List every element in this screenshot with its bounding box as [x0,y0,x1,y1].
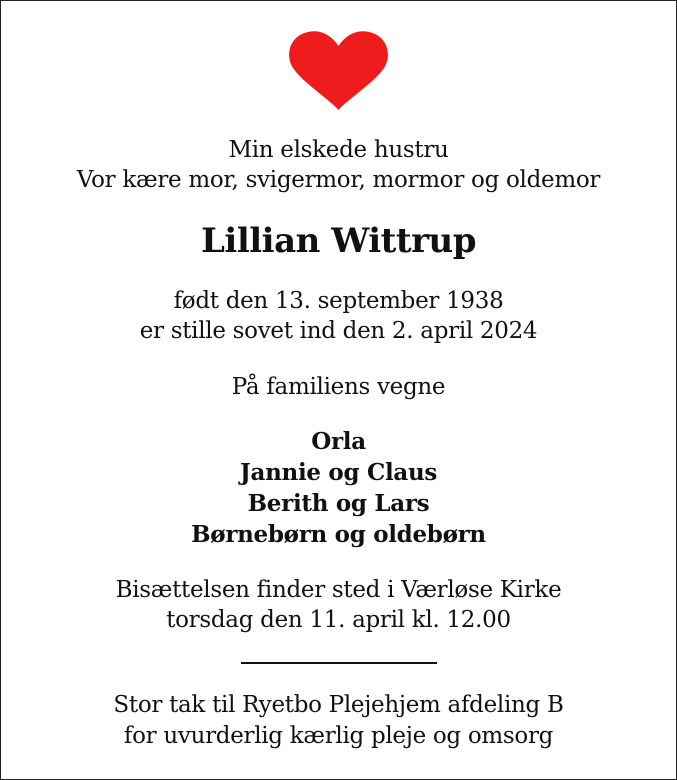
thanks-line-2: for uvurderlig kærlig pleje og omsorg [123,723,554,749]
born-date: født den 13. september 1938 [173,288,504,314]
divider-rule [241,662,437,664]
death-date: er stille sovet ind den 2. april 2024 [139,318,538,344]
family-member: Orla [311,428,366,455]
intro-line-2: Vor kære mor, svigermor, mormor og oldemor [76,167,601,193]
heart-shape [289,31,388,110]
on-behalf-text: På familiens vegne [231,374,446,400]
funeral-location: Bisættelsen finder sted i Værløse Kirke [115,577,562,603]
funeral-time: torsdag den 11. april kl. 12.00 [166,607,511,633]
family-member: Jannie og Claus [239,459,438,486]
family-member: Børnebørn og oldebørn [191,521,486,548]
intro-line-1: Min elskede hustru [228,137,449,163]
deceased-name: Lillian Wittrup [201,221,476,261]
thanks-line-1: Stor tak til Ryetbo Plejehjem afdeling B [113,692,564,718]
family-member: Berith og Lars [247,490,430,517]
heart-icon [288,30,389,110]
